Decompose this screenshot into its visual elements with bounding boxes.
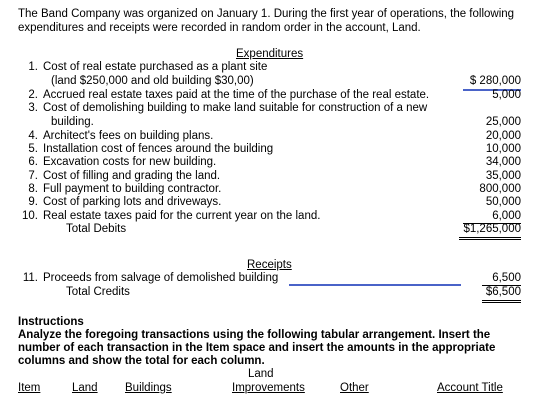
item-amount: 34,000 [485,156,521,168]
column-header-land: Land [72,382,98,394]
item-text: Excavation costs for new building. [43,156,217,168]
item-number: 7. [28,170,38,182]
item-amount: $ 280,000 [469,75,521,87]
item-number: 5. [28,143,38,155]
item-text-continued: building. [51,116,94,128]
item-number: 6. [28,156,38,168]
intro-line-1: The Band Company was organized on January 1. During the first year of operations, the following [18,8,515,20]
receipt-number: 11. [22,272,38,284]
column-header-account-title: Account Title [437,382,503,394]
item-amount: 800,000 [479,183,521,195]
instructions-line-3: columns and show the total for each column. [18,355,265,367]
item-text: Accrued real estate taxes paid at the time of the purchase of the real estate. [43,89,430,101]
instructions-heading: Instructions [18,316,84,328]
total-debits-amount: $1,265,000 [463,223,521,235]
receipt-leader-line [289,284,461,286]
item-number: 8. [28,183,38,195]
item-amount: 5,000 [492,89,521,101]
item-amount: 10,000 [485,143,521,155]
total-debits-label: Total Debits [66,223,127,235]
item-text: Cost of parking lots and driveways. [43,196,222,208]
item-number: 1. [28,61,38,73]
item-amount: 35,000 [485,170,521,182]
item-text-continued: (land $250,000 and old building $30,00) [51,75,254,87]
intro-line-2: expenditures and receipts were recorded in random order in the account, Land. [18,22,421,34]
item-text: Full payment to building contractor. [43,183,222,195]
instructions-line-1: Analyze the foregoing transactions using the following tabular arrangement. Insert the [18,329,491,341]
instructions-line-2: number of each transaction in the Item space and insert the amounts in the appropriate [18,342,496,354]
item-amount: 6,000 [492,210,521,222]
double-rule-top [459,237,521,238]
item-number: 9. [28,196,38,208]
item-text: Architect's fees on building plans. [43,130,214,142]
receipt-amount: 6,500 [492,272,521,284]
total-credits-label: Total Credits [66,286,130,298]
double-rule-bottom [459,239,521,240]
item-text: Cost of filling and grading the land. [43,170,221,182]
item-number: 3. [28,102,38,114]
receipts-heading: Receipts [247,259,292,271]
item-number: 4. [28,130,38,142]
item-amount: 50,000 [485,196,521,208]
item-text: Cost of real estate purchased as a plant site [43,61,268,73]
receipt-text: Proceeds from salvage of demolished building [43,272,279,284]
item-text: Installation cost of fences around the building [43,143,274,155]
double-rule-bottom [482,302,521,303]
item-amount: 25,000 [485,116,521,128]
total-credits-amount: $6,500 [485,286,521,298]
item-text: Cost of demolishing building to make land suitable for construction of a new [43,102,428,114]
item-amount: 20,000 [485,130,521,142]
double-rule-top [482,300,521,301]
item-text: Real estate taxes paid for the current year on the land. [43,210,321,222]
item-number: 10. [22,210,38,222]
column-header-item: Item [18,382,41,394]
column-header-land-improvements-top: Land [248,368,274,380]
column-header-buildings: Buildings [125,382,172,394]
expenditures-heading: Expenditures [236,48,304,60]
item-number: 2. [28,89,38,101]
column-header-land-improvements: Improvements [232,382,305,394]
column-header-other: Other [340,382,369,394]
